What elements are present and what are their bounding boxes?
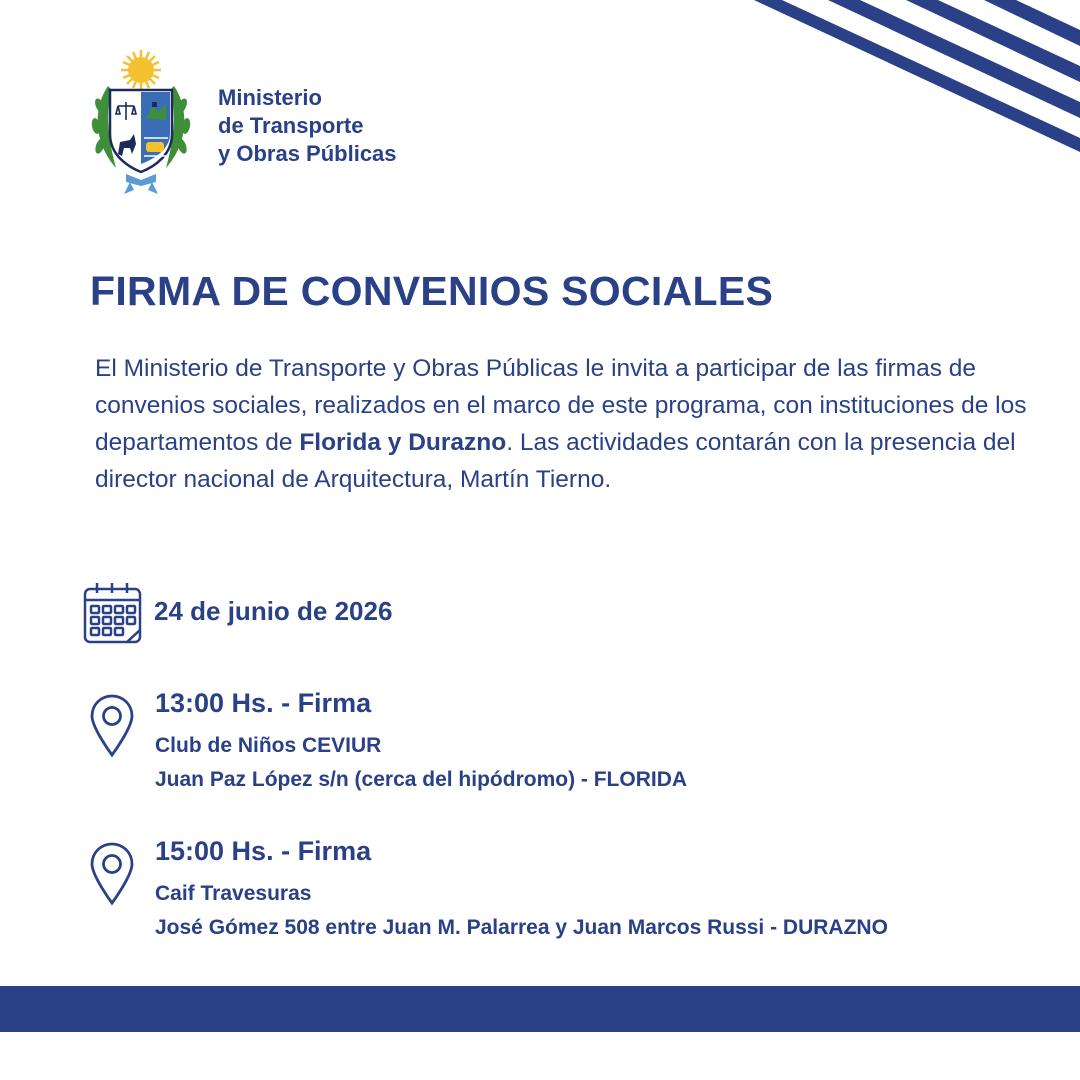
ministry-name-line-1: Ministerio bbox=[218, 85, 322, 110]
event-time: 13:00 Hs. - Firma bbox=[155, 688, 372, 718]
intro-paragraph bbox=[95, 350, 1035, 498]
coat-of-arms-logo bbox=[86, 46, 196, 196]
event-address: José Gómez 508 entre Juan M. Palarrea y Juan Marcos Russi - DURAZNO bbox=[155, 916, 888, 939]
decorative-stripes bbox=[740, 0, 1080, 160]
intro-text-start: El Ministerio de Transporte y Obras Públicas le invita a participar de las firmas de convenios sociales, realizados en el marco de este programa, con instituciones de los departamentos de bbox=[95, 355, 1027, 456]
calendar-icon bbox=[82, 580, 144, 646]
event-date: 24 de junio de 2026 bbox=[154, 596, 393, 626]
location-pin-icon bbox=[88, 842, 136, 906]
event-address: Juan Paz López s/n (cerca del hipódromo) - FLORIDA bbox=[155, 768, 688, 791]
event-venue: Caif Travesuras bbox=[155, 882, 312, 905]
page-title: FIRMA DE CONVENIOS SOCIALES bbox=[90, 268, 774, 314]
footer-band bbox=[0, 986, 1080, 1032]
event-venue: Club de Niños CEVIUR bbox=[155, 734, 382, 757]
intro-text-departments: Florida y Durazno bbox=[299, 429, 507, 456]
ministry-name-line-2: de Transporte bbox=[218, 113, 364, 138]
ministry-name bbox=[218, 84, 397, 168]
location-pin-icon bbox=[88, 694, 136, 758]
ministry-name-line-3: y Obras Públicas bbox=[218, 141, 397, 166]
intro-text-end: . Las actividades contarán con la presencia del director nacional de Arquitectura, Martín Tierno. bbox=[95, 429, 1016, 493]
event-time: 15:00 Hs. - Firma bbox=[155, 836, 372, 866]
